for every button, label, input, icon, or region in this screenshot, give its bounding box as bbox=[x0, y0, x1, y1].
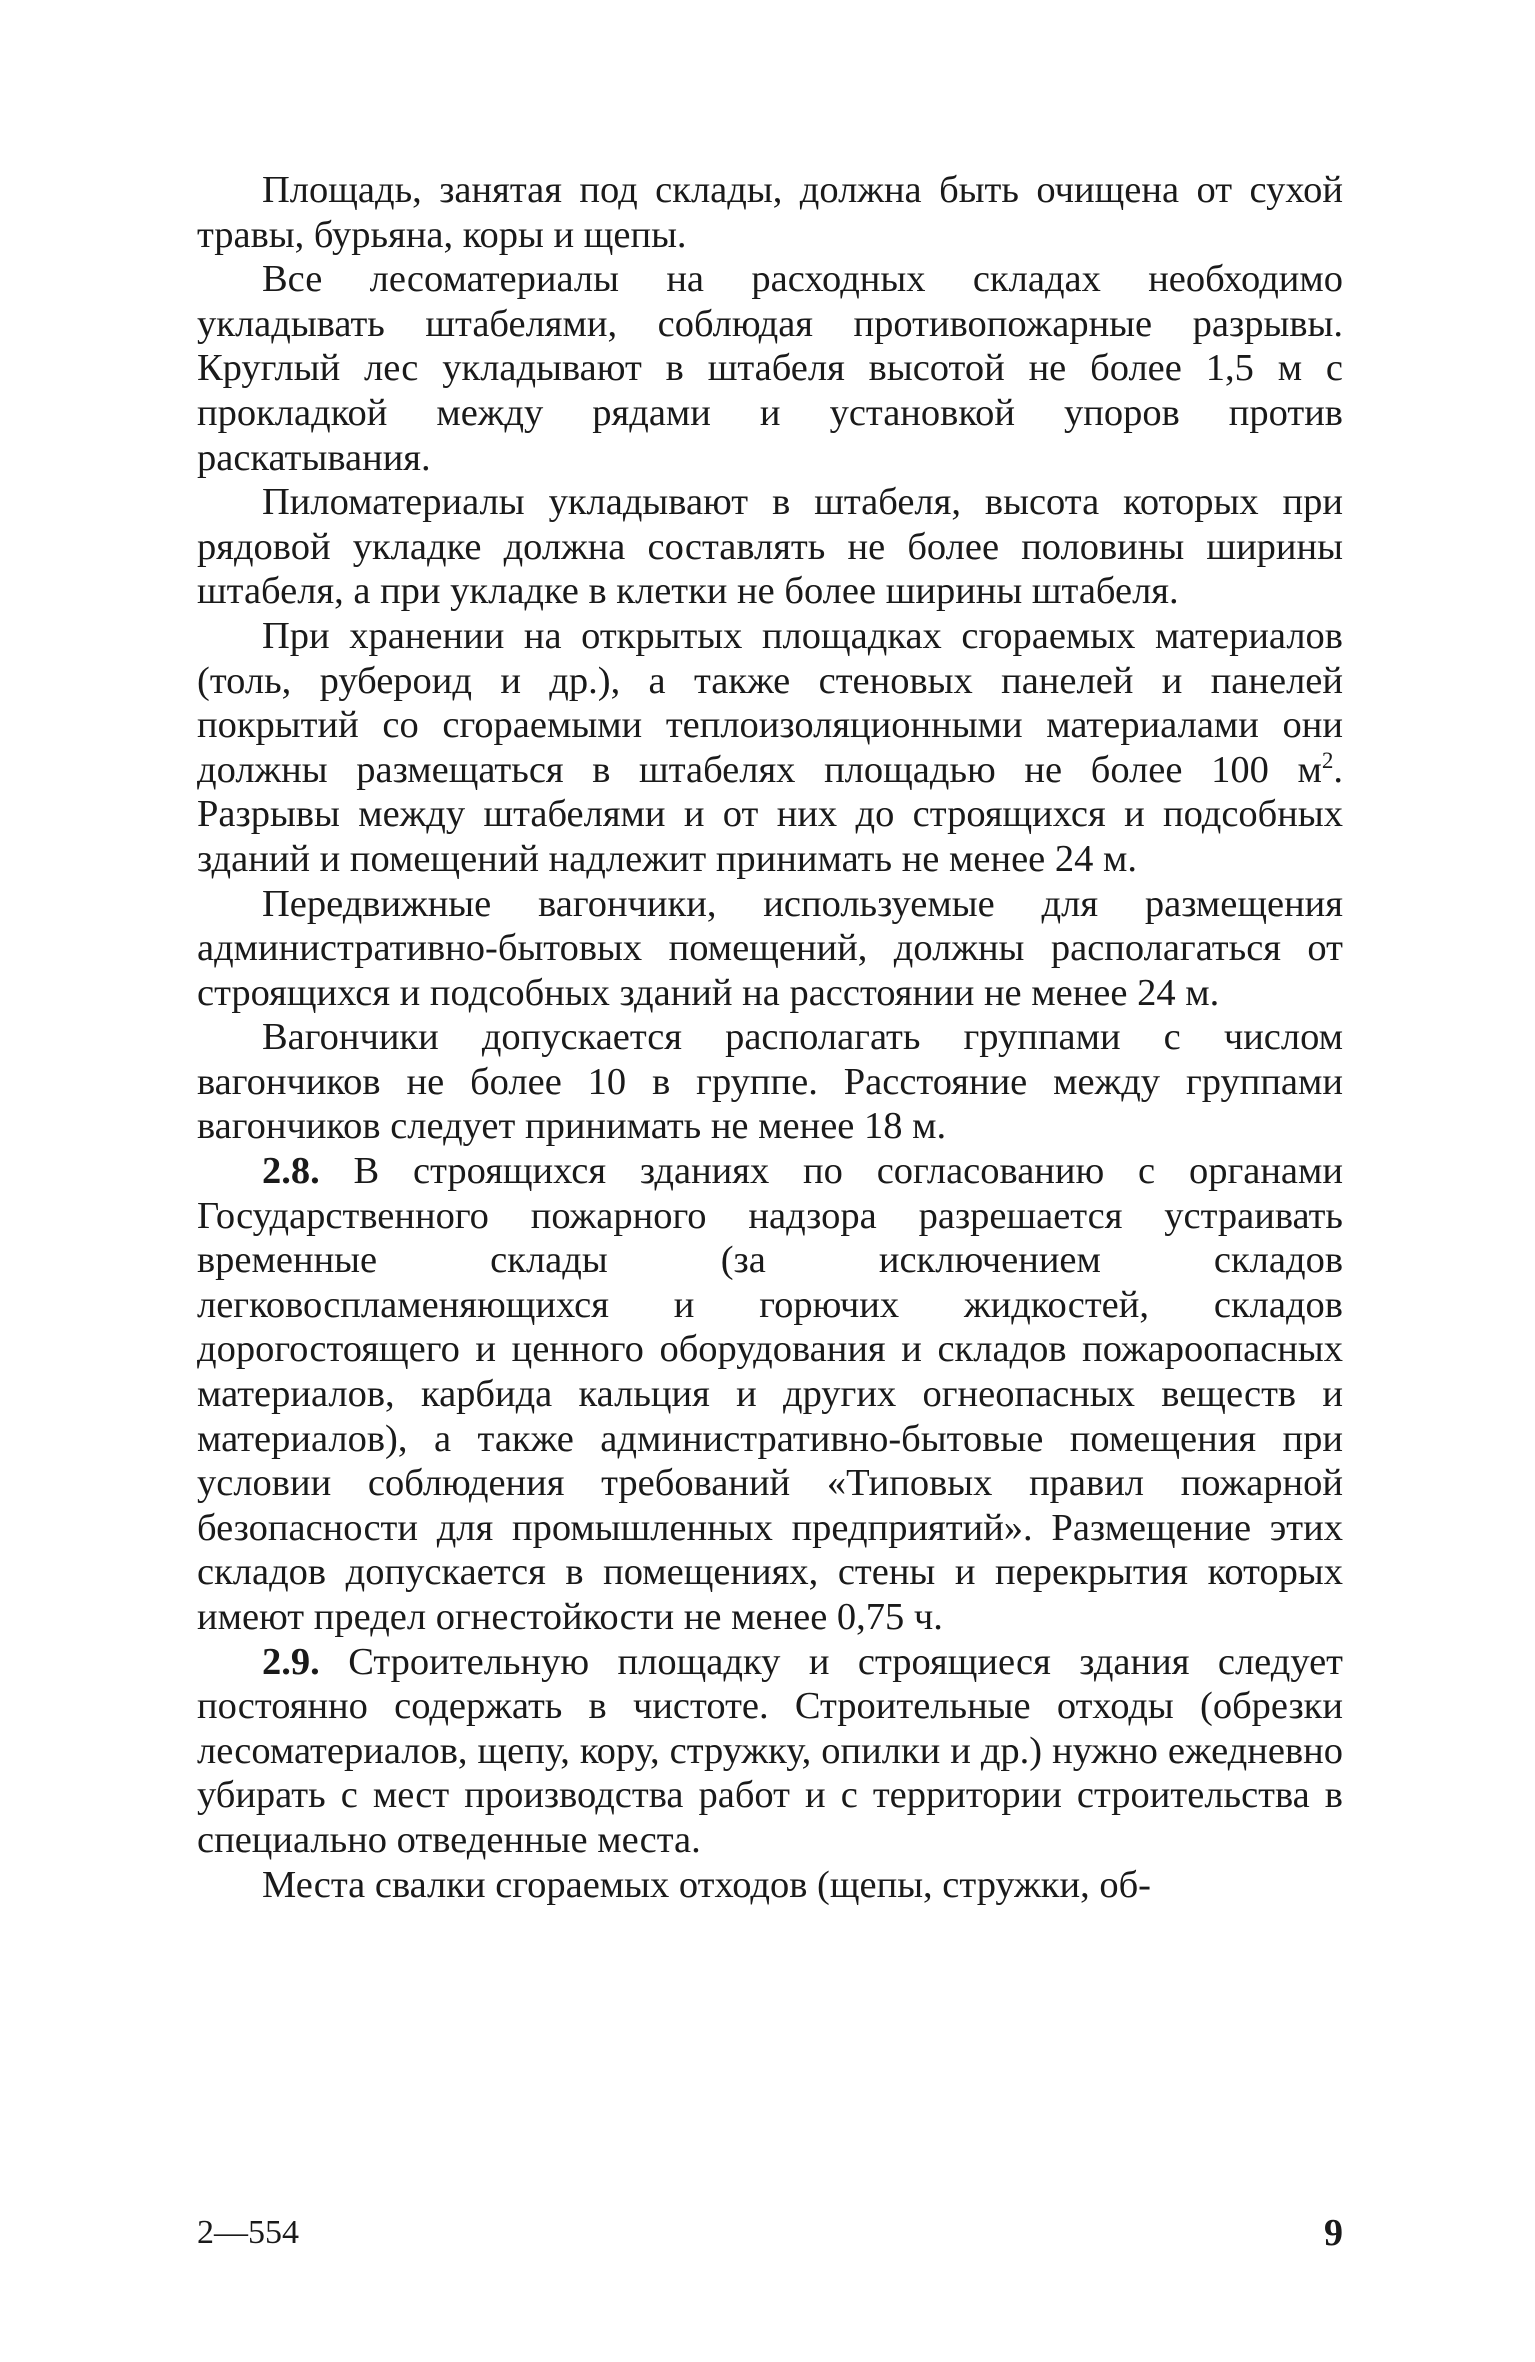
page-footer bbox=[197, 2208, 1343, 2258]
section-2-9-text: Строительную площадку и строящиеся здания следует постоянно содержать в чистоте. Строительные отходы (обрезки лесоматериалов, щепу, кору, стружку, опилки и др.) нужно ежедневно убирать с мест производства работ и с территории строительства в специально отведенные места. bbox=[197, 1640, 1343, 1861]
paragraph-9-text: Места свалки сгораемых отходов (щепы, стружки, об- bbox=[262, 1863, 1151, 1906]
superscript-square: 2 bbox=[1321, 746, 1334, 773]
paragraph-5-text: Передвижные вагончики, используемые для размещения административно-бытовых помещений, должны располагаться от строящихся и подсобных зданий на расстоянии не менее 24 м. bbox=[197, 882, 1343, 1014]
paragraph-3 bbox=[197, 480, 1343, 614]
paragraph-1 bbox=[197, 168, 1343, 257]
paragraph-3-text: Пиломатериалы укладывают в штабеля, высота которых при рядовой укладке должна составлять не более половины ширины штабеля, а при укладке в клетки не более ширины штабеля. bbox=[197, 481, 1343, 613]
paragraph-2-text: Все лесоматериалы на расходных складах необходимо укладывать штабелями, соблюдая противопожарные разрывы. Круглый лес укладывают в штабеля высотой не более 1,5 м с прокладкой между рядами и установкой упоров против раскатывания. bbox=[197, 258, 1343, 479]
paragraph-1-text: Площадь, занятая под склады, должна быть очищена от сухой травы, бурьяна, коры и щепы. bbox=[197, 169, 1343, 256]
paragraph-4 bbox=[197, 614, 1343, 882]
paragraph-9 bbox=[197, 1863, 1343, 1908]
paragraph-2 bbox=[197, 257, 1343, 480]
document-page bbox=[197, 168, 1343, 1907]
section-number-2-9: 2.9. bbox=[262, 1640, 320, 1683]
printer-signature: 2—554 bbox=[197, 2214, 299, 2251]
page-number: 9 bbox=[1324, 2212, 1343, 2254]
section-2-9 bbox=[197, 1640, 1343, 1863]
section-number-2-8: 2.8. bbox=[262, 1150, 320, 1193]
section-2-8 bbox=[197, 1149, 1343, 1640]
paragraph-5 bbox=[197, 882, 1343, 1016]
section-2-8-text: В строящихся зданиях по согласованию с органами Государственного пожарного надзора разрешается устраивать временные склады (за исключением складов легковоспламеняющихся и горючих жидкостей, складов дорогостоящего и ценного оборудования и складов пожароопасных материалов, карбида кальция и других огнеопасных веществ и материалов), а также административно-бытовые помещения при условии соблюдения требований «Типовых правил пожарной безопасности для промышленных предприятий». Размещение этих складов допускается в помещениях, стены и перекрытия которых имеют предел огнестойкости не менее 0,75 ч. bbox=[197, 1150, 1343, 1638]
paragraph-6-text: Вагончики допускается располагать группами с числом вагончиков не более 10 в группе. Расстояние между группами вагончиков следует принимать не менее 18 м. bbox=[197, 1016, 1343, 1148]
paragraph-4-text-after: . Разрывы между штабелями и от них до строящихся и подсобных зданий и помещений надлежит принимать не менее 24 м. bbox=[197, 748, 1343, 880]
paragraph-4-text-before: При хранении на открытых площадках сгораемых материалов (толь, рубероид и др.), а также стеновых панелей и панелей покрытий со сгораемыми теплоизоляционными материалами они должны размещаться в штабелях площадью не более 100 м bbox=[197, 614, 1343, 791]
paragraph-6 bbox=[197, 1015, 1343, 1149]
